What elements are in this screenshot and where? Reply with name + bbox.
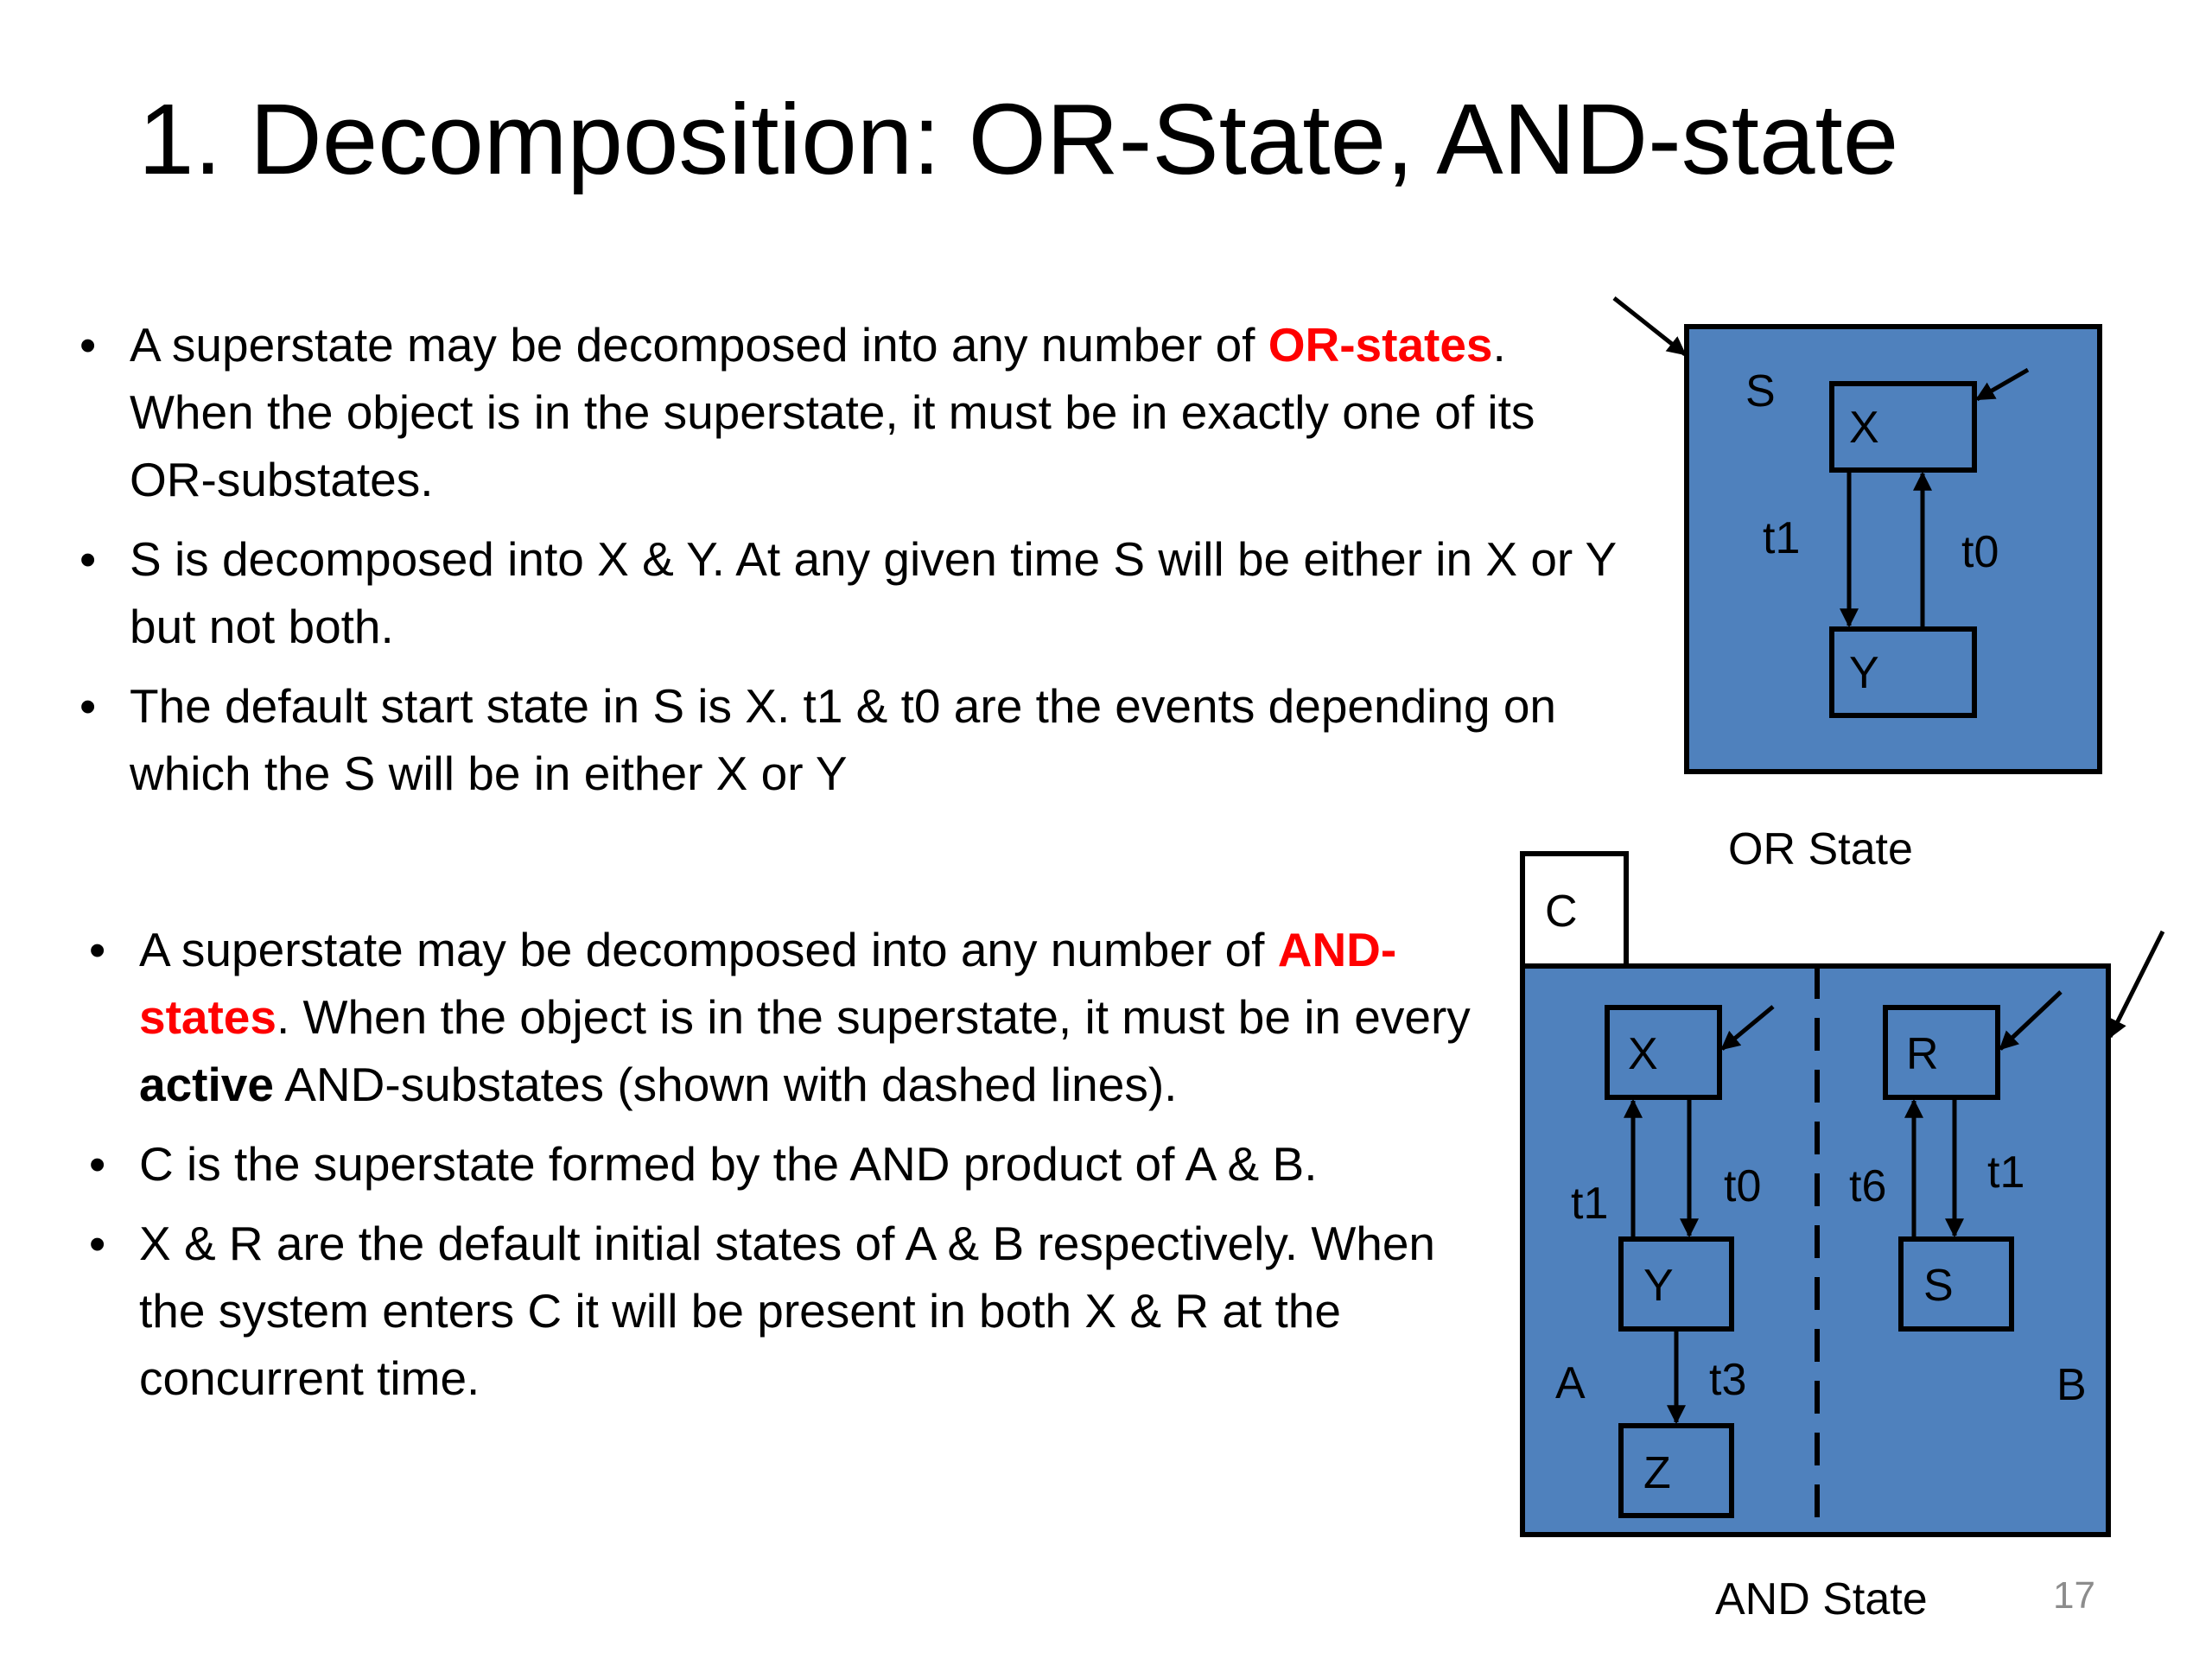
or-bullet-3: • The default start state in S is X. t1 & t0 are the events depending on which the S will be in either X or Y	[79, 672, 1626, 807]
and-a-event-t3: t3	[1709, 1355, 1747, 1405]
and-a-state-y-label: Y	[1643, 1261, 1674, 1311]
or-event-t1: t1	[1763, 513, 1801, 563]
and-a-event-t1: t1	[1571, 1179, 1609, 1229]
or-state-diagram	[1614, 298, 2100, 874]
page-number: 17	[2053, 1574, 2095, 1617]
and-bullet-1: • A superstate may be decomposed into any number of AND-states. When the object is in the superstate, it must be in every active AND-substates (shown with dashed lines).	[89, 916, 1489, 1118]
or-state-x-label: X	[1849, 403, 1879, 453]
and-states-highlight: AND-states	[139, 923, 1397, 1044]
and-b-state-s-label: S	[1923, 1261, 1954, 1311]
and-a-state-x-label: X	[1628, 1029, 1658, 1079]
slide-title: 1. Decomposition: OR-State, AND-state	[138, 83, 1899, 195]
and-b-event-t1: t1	[1987, 1147, 2025, 1198]
and-region-b-label: B	[2056, 1360, 2087, 1410]
and-state-caption: AND State	[1715, 1574, 1928, 1624]
or-superstate-label: S	[1745, 366, 1776, 416]
and-superstate-label: C	[1545, 887, 1578, 937]
or-state-caption: OR State	[1728, 824, 1913, 874]
and-a-state-y-box	[1621, 1239, 1732, 1329]
and-b-state-r-label: R	[1906, 1029, 1939, 1079]
and-b-state-r-box	[1885, 1007, 1998, 1097]
and-a-state-x-box	[1607, 1007, 1719, 1097]
active-bold-word: active	[139, 1058, 274, 1111]
and-a-state-z-box	[1621, 1426, 1732, 1516]
and-bullet-3: • X & R are the default initial states of A & B respectively. When the system enters C it will be present in both X & R at the concurrent time.	[89, 1210, 1489, 1412]
and-a-state-z-label: Z	[1643, 1448, 1671, 1498]
and-region-a-label: A	[1555, 1358, 1586, 1408]
or-event-t0: t0	[1961, 527, 1999, 577]
or-bullet-2: • S is decomposed into X & Y. At any given time S will be either in X or Y but not both.	[79, 525, 1626, 660]
or-state-y-label: Y	[1849, 648, 1879, 698]
and-b-state-s-box	[1901, 1239, 2012, 1329]
and-b-event-t6: t6	[1849, 1161, 1887, 1211]
and-a-event-t0: t0	[1724, 1161, 1762, 1211]
and-superstate-initial-arrow	[2110, 931, 2163, 1037]
and-state-diagram	[1522, 854, 2163, 1624]
or-superstate-initial-arrow	[1614, 298, 1685, 354]
and-bullet-2: • C is the superstate formed by the AND product of A & B.	[89, 1130, 1489, 1198]
or-bullet-1: • A superstate may be decomposed into any number of OR-states. When the object is in the superstate, it must be in exactly one of its OR-substates.	[79, 311, 1626, 513]
or-states-highlight: OR-states	[1268, 318, 1493, 372]
